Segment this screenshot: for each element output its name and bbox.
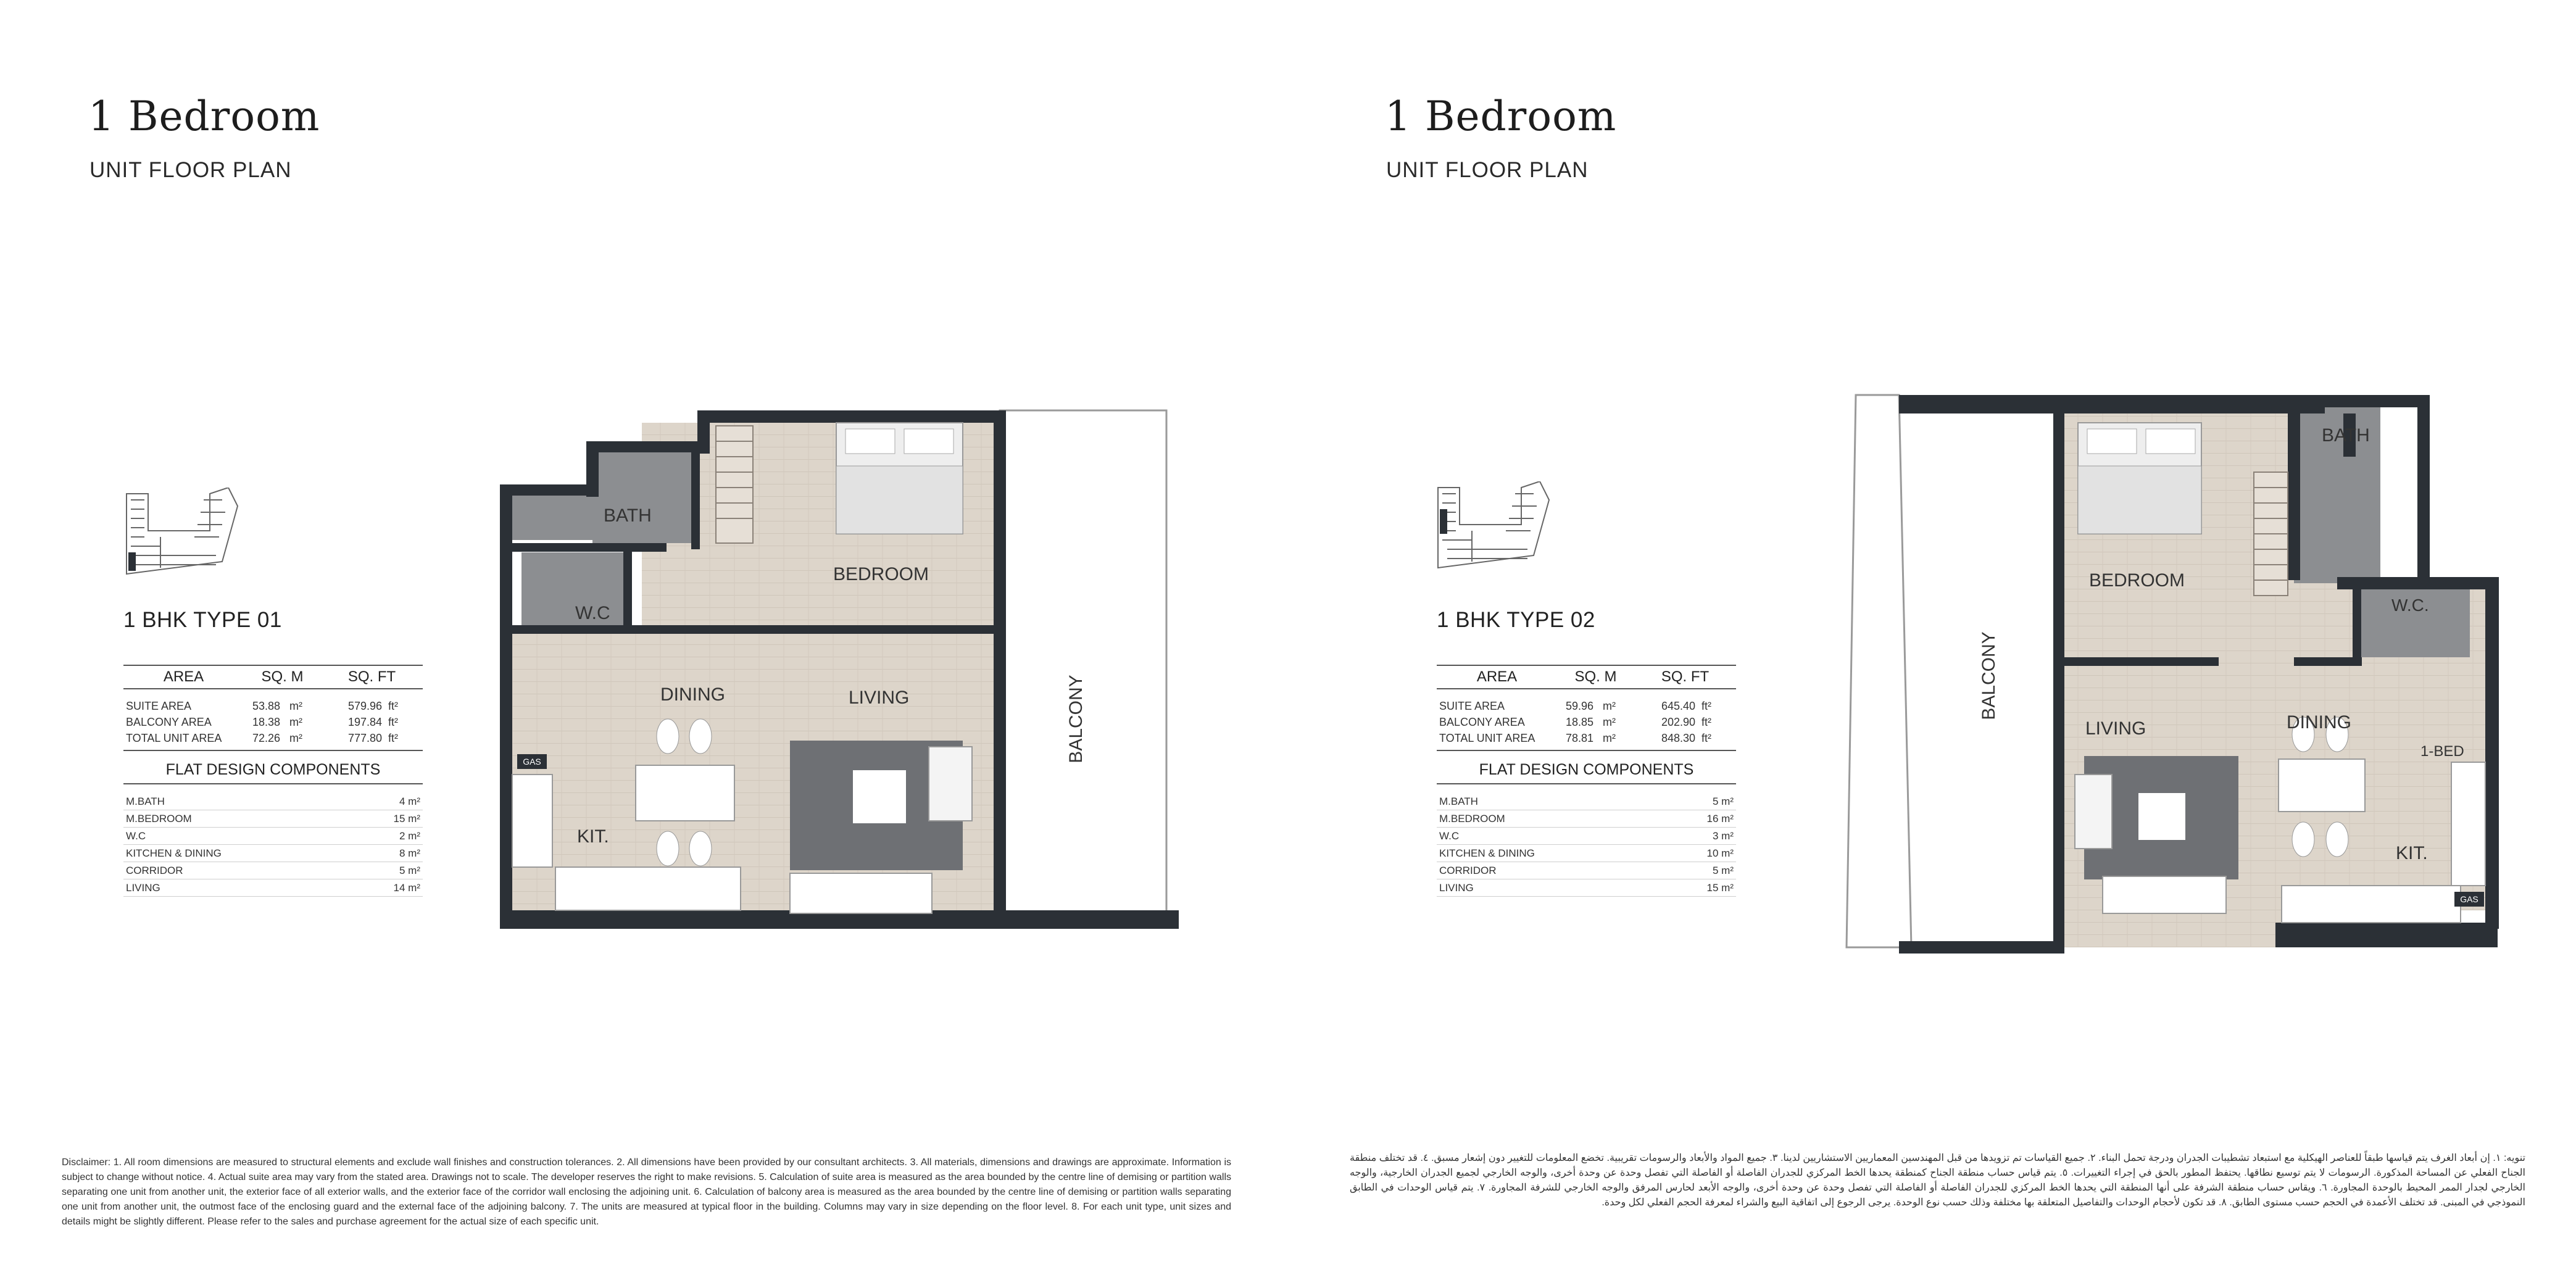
table-row [123,714,423,730]
sofa [790,873,932,913]
dining-label: DINING [660,684,725,705]
area-sqft: 579.96 [348,699,383,712]
component-row [1437,828,1736,845]
area-unit-ft: ft² [388,731,398,744]
wall [2294,657,2362,666]
component-name: M.BEDROOM [1439,812,1505,825]
component-value: 4 m² [399,795,420,807]
disclaimer: Disclaimer: 1. All room dimensions are measured to structural elements and exclude wall finishes and construction tolerances. 2. All dimensions have been provided by our consultant architects. 3. All materials, dimensions and drawings are approximate. Information is subject to change without notice. 4. Actual suite area may vary from the stated area. Drawings not to scale. The developer reserves the right to make revisions. 5. Calculation of suite area is measured as the area bounded by the centre line of demising or partition walls separating one unit from another unit, the exterior face of all exterior walls, and the exterior face of the corridor wall enclosing the adjoining unit. 6. Calculation of balcony area is measured as the area bounded by the centre line of demising or partition walls separating one unit from another unit, the outmost face of the enclosing guard and the external face of the adjoining balcony. 7. The units are measured at typical floor in the building. Columns may vary in size depending on the floor level. 8. For each unit type, unit sizes and details might be slightly different. Please refer to the sales and purchase agreement for the actual size of each specific unit. [62,1157,1231,1227]
kitchen-counter [2282,886,2461,923]
area-unit-m: m² [1603,731,1616,744]
component-row [1437,845,1736,862]
wall [1899,395,2078,413]
component-value: 10 m² [1706,847,1734,859]
header-sqft: SQ. FT [1661,668,1710,685]
coffee-table [2138,793,2185,840]
component-value: 2 m² [399,829,420,842]
bed [2078,423,2201,534]
area-name: TOTAL UNIT AREA [126,731,222,744]
header-sqm: SQ. M [261,668,304,685]
wall [2053,395,2325,413]
fridge [512,775,552,867]
wall [500,484,512,929]
area-name: BALCONY AREA [126,715,212,728]
bedroom-label: BEDROOM [833,564,929,584]
area-name: TOTAL UNIT AREA [1439,731,1535,744]
component-row [1437,879,1736,897]
area-unit-m: m² [289,715,302,728]
area-name: BALCONY AREA [1439,715,1525,728]
header-sqm: SQ. M [1574,668,1617,685]
kitchen-label: KIT. [577,826,609,847]
component-row [123,793,423,810]
area-sqft: 645.40 [1661,699,1696,712]
balcony-area [1000,410,1166,923]
wc-label: W.C. [2391,596,2429,615]
shower-floor [512,491,599,540]
gas-label: GAS [2460,894,2478,904]
gas-label: GAS [523,757,541,767]
bed [836,423,963,534]
table-row [123,730,423,746]
wall [994,410,1006,929]
dining-table [636,765,734,821]
wall [2064,657,2219,666]
wall [2288,395,2300,580]
area-unit-ft: ft² [1701,731,1711,744]
area-table [1437,665,1736,897]
component-row [123,810,423,828]
component-name: LIVING [1439,881,1474,894]
component-value: 8 m² [399,847,420,859]
kitchen-counter [555,867,741,910]
header-sqft: SQ. FT [347,668,396,685]
area-unit-ft: ft² [388,699,398,712]
header-area: AREA [1476,668,1518,685]
component-row [1437,810,1736,828]
component-value: 16 m² [1706,812,1734,825]
armchair [2075,775,2112,849]
component-value: 15 m² [393,812,420,825]
component-name: LIVING [126,881,160,894]
area-name: SUITE AREA [1439,699,1505,712]
area-sqft: 197.84 [348,715,383,728]
sofa [2103,876,2226,913]
dining-label: DINING [2287,712,2351,733]
wall [2053,395,2064,954]
component-row [123,828,423,845]
area-table-header [1437,665,1736,689]
bath-label: BATH [604,505,652,526]
component-name: M.BATH [126,795,165,807]
component-name: CORRIDOR [126,864,183,876]
area-table-header [123,665,423,689]
component-value: 15 m² [1706,881,1734,894]
area-sqft: 202.90 [1661,715,1696,728]
wall [2288,395,2430,407]
right-sheet [1288,0,2576,1288]
bed-label: 1-BED [2420,743,2464,760]
component-value: 5 m² [1713,795,1734,807]
area-unit-m: m² [1603,699,1616,712]
wc-label: W.C [575,603,610,623]
area-unit-ft: ft² [1701,715,1711,728]
component-row [1437,793,1736,810]
living-label: LIVING [2085,718,2146,739]
area-sqm: 53.88 [252,699,281,712]
area-sqft: 777.80 [348,731,383,744]
key-plan [123,488,241,580]
header-area: AREA [163,668,204,685]
area-unit-ft: ft² [388,715,398,728]
floor-plan [500,398,1185,941]
living-label: LIVING [849,688,910,708]
component-name: W.C [1439,829,1460,842]
area-sqft: 848.30 [1661,731,1696,744]
bath-floor [592,451,697,543]
area-unit-ft: ft² [1701,699,1711,712]
floor-plan [1843,392,2522,960]
area-unit-m: m² [1603,715,1616,728]
key-plan [1435,481,1552,574]
component-value: 5 m² [399,864,420,876]
table-row [1437,714,1736,730]
area-sqm: 18.85 [1566,715,1594,728]
wall [2485,577,2499,929]
page-title: 1 Bedroom [88,93,320,140]
wall [1899,941,2059,954]
balcony-area [1847,395,1911,947]
component-name: CORRIDOR [1439,864,1497,876]
area-sqm: 72.26 [252,731,281,744]
component-name: KITCHEN & DINING [1439,847,1535,859]
component-name: M.BEDROOM [126,812,192,825]
bath-label: BATH [2322,425,2370,446]
wall [623,543,632,629]
component-name: W.C [126,829,146,842]
area-unit-m: m² [289,731,302,744]
kitchen-label: KIT. [2396,843,2428,863]
area-sqm: 18.38 [252,715,281,728]
wall [2417,395,2430,580]
wall [512,543,667,552]
dining-table [2279,759,2365,812]
page-subtitle: UNIT FLOOR PLAN [89,158,292,182]
component-row [123,879,423,897]
balcony-label: BALCONY [1979,631,1999,720]
component-row [123,845,423,862]
components-title: FLAT DESIGN COMPONENTS [1437,756,1736,784]
coffee-table [853,770,906,823]
component-value: 3 m² [1713,829,1734,842]
unit-type-title: 1 BHK TYPE 01 [123,608,282,632]
components-title: FLAT DESIGN COMPONENTS [123,756,423,784]
bedroom-label: BEDROOM [2089,570,2185,591]
page-title: 1 Bedroom [1385,93,1617,140]
balcony-label: BALCONY [1066,675,1086,763]
area-sqm: 78.81 [1566,731,1594,744]
table-row [1437,730,1736,746]
wall [691,451,700,549]
table-row [1437,698,1736,714]
wall [500,484,592,496]
wall [2275,923,2498,947]
component-value: 14 m² [393,881,420,894]
area-unit-m: m² [289,699,302,712]
wall [697,410,1006,423]
wall [2353,577,2361,663]
component-row [123,862,423,879]
wall [586,441,704,452]
area-name: SUITE AREA [126,699,192,712]
unit-type-title: 1 BHK TYPE 02 [1437,608,1595,632]
fridge [2451,762,2485,886]
disclaimer-arabic: تنويه: ١. إن أبعاد الغرف يتم قياسها طبقاً للعناصر الهيكلية مع استبعاد تشطيبات الجدران ودرجة تحمل البناء. ٢. جميع القياسات تم تزويدها من قبل المهندسين المعماريين الاستشاريين لدينا. ٣. جميع المواد والأبعاد والرسومات تقريبية. تخضع المعلومات للتغيير دون إشعار مسبق. ٤. قد تختلف منطقة الجناح الفعلي عن المساحة المذكورة. الرسومات لا يتم توسيع نطاقها. يحتفظ المطور بالحق في إجراء التغييرات. ٥. يتم قياس حساب منطقة الجناح كمنطقة يحدها الخط المركزي للجدران الفاصلة أو الفاصلة التي تفصل وحدة عن وحدة أخرى، والوجه الخارجي لجميع الجدران الخارجية، والوجه الخارجي لجدار الممر المحيط بالوحدة المجاورة. ٦. ويقاس حساب منطقة الشرفة على أنها المنطقة التي يحدها الخط المركزي للجدران الفاصلة أو الفاصلة التي تفصل وحدة عن وحدة أخرى، والوجه الأبعد لحارس المرفق والوجه الخارجي للشرفة المجاورة. ٧. يتم قياس الوحدات في الطابق النموذجي في المبنى. قد تختلف الأعمدة في الحجم حسب مستوى الطابق. ٨. قد تكون لأحجام الوحدات والتفاصيل المتعلقة بها مختلفة وذلك حسب نوع الوحدة. يرجى الرجوع إلى اتفاقية البيع والشراء لمعرفة الحجم الفعلي لكل وحدة. [1350,1153,2526,1208]
armchair [929,747,972,821]
table-row [123,698,423,714]
component-row [1437,862,1736,879]
page-subtitle: UNIT FLOOR PLAN [1386,158,1589,182]
area-sqm: 59.96 [1566,699,1594,712]
component-name: KITCHEN & DINING [126,847,222,859]
wall [512,625,1000,634]
area-table [123,665,423,897]
component-value: 5 m² [1713,864,1734,876]
component-name: M.BATH [1439,795,1478,807]
